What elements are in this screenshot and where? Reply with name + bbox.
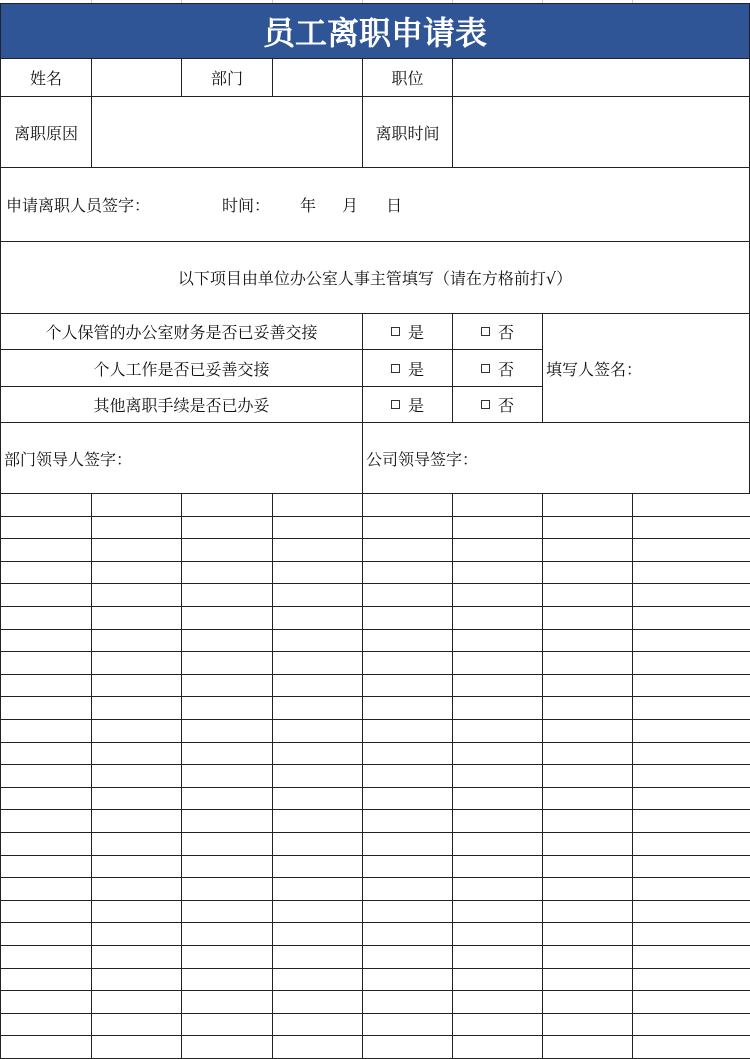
grid-cell[interactable] xyxy=(0,832,92,856)
grid-cell[interactable] xyxy=(272,538,363,562)
grid-cell[interactable] xyxy=(362,945,453,969)
grid-cell[interactable] xyxy=(632,968,750,992)
grid-cell[interactable] xyxy=(632,809,750,833)
name-label: 姓名 xyxy=(0,58,92,97)
grid-cell[interactable] xyxy=(452,742,543,766)
grid-cell[interactable] xyxy=(452,606,543,630)
grid-cell[interactable] xyxy=(632,855,750,879)
grid-cell[interactable] xyxy=(452,877,543,901)
grid-cell[interactable] xyxy=(91,945,182,969)
grid-cell[interactable] xyxy=(91,900,182,924)
grid-cell[interactable] xyxy=(181,1013,273,1037)
grid-cell[interactable] xyxy=(0,742,92,766)
grid-cell[interactable] xyxy=(452,696,543,720)
grid-cell[interactable] xyxy=(181,787,273,811)
grid-cell[interactable] xyxy=(542,922,633,946)
grid-cell[interactable] xyxy=(91,877,182,901)
grid-cell[interactable] xyxy=(362,787,453,811)
grid-cell[interactable] xyxy=(272,742,363,766)
name-field[interactable] xyxy=(91,58,182,97)
grid-cell[interactable] xyxy=(272,922,363,946)
grid-cell[interactable] xyxy=(542,968,633,992)
grid-cell[interactable] xyxy=(91,990,182,1014)
grid-cell[interactable] xyxy=(0,516,92,540)
grid-cell[interactable] xyxy=(542,1013,633,1037)
grid-cell[interactable] xyxy=(362,832,453,856)
grid-cell[interactable] xyxy=(452,561,543,585)
grid-cell[interactable] xyxy=(632,945,750,969)
grid-cell[interactable] xyxy=(272,561,363,585)
yes-option[interactable] xyxy=(362,386,453,423)
grid-cell[interactable] xyxy=(91,922,182,946)
grid-cell[interactable] xyxy=(181,764,273,788)
grid-cell[interactable] xyxy=(272,1035,363,1059)
grid-cell[interactable] xyxy=(452,900,543,924)
grid-cell[interactable] xyxy=(181,900,273,924)
yes-option[interactable] xyxy=(362,349,453,387)
no-option[interactable] xyxy=(452,349,543,387)
no-label: 否 xyxy=(497,396,514,415)
grid-cell[interactable] xyxy=(181,516,273,540)
grid-cell[interactable] xyxy=(91,1035,182,1059)
grid-cell[interactable] xyxy=(272,696,363,720)
grid-cell[interactable] xyxy=(181,742,273,766)
grid-cell[interactable] xyxy=(452,493,543,517)
grid-cell[interactable] xyxy=(362,900,453,924)
leave-time-label: 离职时间 xyxy=(362,96,453,168)
reason-field[interactable] xyxy=(91,96,363,168)
grid-cell[interactable] xyxy=(542,583,633,607)
grid-cell[interactable] xyxy=(272,764,363,788)
grid-cell[interactable] xyxy=(272,877,363,901)
grid-cell[interactable] xyxy=(181,1035,273,1059)
grid-cell[interactable] xyxy=(272,1013,363,1037)
grid-cell[interactable] xyxy=(542,629,633,653)
grid-cell[interactable] xyxy=(632,787,750,811)
grid-cell[interactable] xyxy=(542,719,633,743)
grid-cell[interactable] xyxy=(91,764,182,788)
grid-cell[interactable] xyxy=(632,516,750,540)
company-leader-label: 公司领导签字： xyxy=(366,449,479,469)
grid-cell[interactable] xyxy=(0,900,92,924)
grid-cell[interactable] xyxy=(91,516,182,540)
grid-cell[interactable] xyxy=(91,742,182,766)
grid-cell[interactable] xyxy=(362,583,453,607)
grid-cell[interactable] xyxy=(272,968,363,992)
checkbox-icon[interactable] xyxy=(391,364,400,373)
grid-cell[interactable] xyxy=(272,787,363,811)
checkbox-icon[interactable] xyxy=(481,400,490,409)
grid-cell[interactable] xyxy=(272,900,363,924)
grid-cell[interactable] xyxy=(632,629,750,653)
grid-cell[interactable] xyxy=(452,583,543,607)
grid-cell[interactable] xyxy=(181,832,273,856)
grid-cell[interactable] xyxy=(632,877,750,901)
grid-cell[interactable] xyxy=(632,764,750,788)
checkbox-icon[interactable] xyxy=(391,327,400,336)
grid-cell[interactable] xyxy=(91,787,182,811)
no-option[interactable] xyxy=(452,386,543,423)
grid-cell[interactable] xyxy=(0,877,92,901)
grid-cell[interactable] xyxy=(181,968,273,992)
grid-cell[interactable] xyxy=(542,493,633,517)
grid-cell[interactable] xyxy=(91,538,182,562)
department-field[interactable] xyxy=(272,58,363,97)
grid-cell[interactable] xyxy=(452,990,543,1014)
grid-cell[interactable] xyxy=(272,606,363,630)
grid-cell[interactable] xyxy=(91,719,182,743)
grid-cell[interactable] xyxy=(181,583,273,607)
grid-cell[interactable] xyxy=(452,787,543,811)
grid-cell[interactable] xyxy=(542,945,633,969)
grid-cell[interactable] xyxy=(91,561,182,585)
grid-cell[interactable] xyxy=(91,968,182,992)
grid-cell[interactable] xyxy=(452,968,543,992)
grid-cell[interactable] xyxy=(91,855,182,879)
grid-cell[interactable] xyxy=(632,696,750,720)
grid-cell[interactable] xyxy=(181,719,273,743)
grid-cell[interactable] xyxy=(362,1013,453,1037)
grid-cell[interactable] xyxy=(181,809,273,833)
grid-cell[interactable] xyxy=(542,696,633,720)
grid-cell[interactable] xyxy=(0,629,92,653)
grid-cell[interactable] xyxy=(181,877,273,901)
grid-cell[interactable] xyxy=(452,674,543,698)
grid-cell[interactable] xyxy=(362,493,453,517)
grid-cell[interactable] xyxy=(91,651,182,675)
grid-cell[interactable] xyxy=(272,990,363,1014)
grid-cell[interactable] xyxy=(542,561,633,585)
grid-cell[interactable] xyxy=(272,583,363,607)
grid-cell[interactable] xyxy=(632,1035,750,1059)
dept-leader-label: 部门领导人签字： xyxy=(4,449,133,469)
grid-cell[interactable] xyxy=(91,583,182,607)
grid-cell[interactable] xyxy=(542,538,633,562)
date-label: 时间： xyxy=(222,196,271,215)
grid-cell[interactable] xyxy=(542,877,633,901)
grid-cell[interactable] xyxy=(181,990,273,1014)
grid-cell[interactable] xyxy=(272,629,363,653)
grid-cell[interactable] xyxy=(181,651,273,675)
grid-cell[interactable] xyxy=(452,719,543,743)
grid-cell[interactable] xyxy=(362,696,453,720)
grid-cell[interactable] xyxy=(362,922,453,946)
grid-cell[interactable] xyxy=(272,651,363,675)
grid-cell[interactable] xyxy=(632,900,750,924)
grid-cell[interactable] xyxy=(362,764,453,788)
grid-cell[interactable] xyxy=(632,719,750,743)
grid-cell[interactable] xyxy=(181,696,273,720)
grid-cell[interactable] xyxy=(542,606,633,630)
grid-cell[interactable] xyxy=(542,742,633,766)
grid-cell[interactable] xyxy=(0,945,92,969)
position-label: 职位 xyxy=(362,58,453,97)
grid-cell[interactable] xyxy=(542,674,633,698)
grid-cell[interactable] xyxy=(632,674,750,698)
month-label: 月 xyxy=(342,196,359,215)
grid-cell[interactable] xyxy=(0,764,92,788)
position-field[interactable] xyxy=(452,58,750,97)
grid-cell[interactable] xyxy=(272,945,363,969)
grid-cell[interactable] xyxy=(181,674,273,698)
grid-cell[interactable] xyxy=(362,651,453,675)
grid-cell[interactable] xyxy=(181,561,273,585)
grid-cell[interactable] xyxy=(0,719,92,743)
grid-cell[interactable] xyxy=(632,651,750,675)
grid-cell[interactable] xyxy=(272,855,363,879)
grid-cell[interactable] xyxy=(91,629,182,653)
grid-cell[interactable] xyxy=(362,742,453,766)
yes-option[interactable] xyxy=(362,313,453,350)
grid-cell[interactable] xyxy=(542,832,633,856)
day-label: 日 xyxy=(386,196,403,215)
grid-cell[interactable] xyxy=(542,855,633,879)
grid-cell[interactable] xyxy=(542,516,633,540)
grid-cell[interactable] xyxy=(632,606,750,630)
grid-cell[interactable] xyxy=(362,516,453,540)
grid-cell[interactable] xyxy=(272,832,363,856)
grid-cell[interactable] xyxy=(91,696,182,720)
checklist-item: 其他离职手续是否已办妥 xyxy=(0,386,363,423)
grid-cell[interactable] xyxy=(452,855,543,879)
grid-cell[interactable] xyxy=(362,809,453,833)
grid-cell[interactable] xyxy=(0,1013,92,1037)
grid-cell[interactable] xyxy=(181,493,273,517)
grid-cell[interactable] xyxy=(0,538,92,562)
grid-cell[interactable] xyxy=(0,606,92,630)
grid-cell[interactable] xyxy=(542,1035,633,1059)
grid-cell[interactable] xyxy=(0,855,92,879)
grid-cell[interactable] xyxy=(452,945,543,969)
grid-cell[interactable] xyxy=(452,538,543,562)
grid-cell[interactable] xyxy=(0,922,92,946)
filler-signature-cell[interactable] xyxy=(542,313,750,423)
grid-cell[interactable] xyxy=(0,696,92,720)
grid-cell[interactable] xyxy=(91,1013,182,1037)
no-label: 否 xyxy=(497,359,514,379)
grid-cell[interactable] xyxy=(542,764,633,788)
grid-cell[interactable] xyxy=(452,832,543,856)
applicant-signature-row[interactable] xyxy=(0,167,750,242)
grid-cell[interactable] xyxy=(362,877,453,901)
grid-cell[interactable] xyxy=(91,606,182,630)
dept-leader-signature-cell[interactable] xyxy=(0,422,363,494)
reason-label: 离职原因 xyxy=(0,96,92,168)
grid-cell[interactable] xyxy=(452,1013,543,1037)
grid-cell[interactable] xyxy=(272,809,363,833)
grid-cell[interactable] xyxy=(272,674,363,698)
grid-cell[interactable] xyxy=(362,674,453,698)
grid-cell[interactable] xyxy=(181,606,273,630)
hr-note: 以下项目由单位办公室人事主管填写（请在方格前打√） xyxy=(0,241,750,314)
grid-cell[interactable] xyxy=(632,1013,750,1037)
grid-cell[interactable] xyxy=(272,493,363,517)
grid-cell[interactable] xyxy=(452,764,543,788)
form-title: 员工离职申请表 xyxy=(0,3,750,59)
leave-time-field[interactable] xyxy=(452,96,750,168)
yes-label: 是 xyxy=(407,396,424,415)
grid-cell[interactable] xyxy=(181,538,273,562)
checkbox-icon[interactable] xyxy=(481,364,490,373)
grid-cell[interactable] xyxy=(272,516,363,540)
grid-cell[interactable] xyxy=(632,561,750,585)
department-label: 部门 xyxy=(181,58,273,97)
grid-cell[interactable] xyxy=(362,968,453,992)
grid-cell[interactable] xyxy=(632,922,750,946)
grid-cell[interactable] xyxy=(632,538,750,562)
grid-cell[interactable] xyxy=(181,629,273,653)
grid-cell[interactable] xyxy=(91,674,182,698)
grid-cell[interactable] xyxy=(632,742,750,766)
year-label: 年 xyxy=(300,196,317,215)
grid-cell[interactable] xyxy=(542,900,633,924)
yes-label: 是 xyxy=(407,359,424,379)
grid-cell[interactable] xyxy=(362,990,453,1014)
checkbox-icon[interactable] xyxy=(481,327,490,336)
checkbox-icon[interactable] xyxy=(391,400,400,409)
grid-cell[interactable] xyxy=(0,968,92,992)
grid-cell[interactable] xyxy=(91,809,182,833)
yes-label: 是 xyxy=(407,323,424,342)
grid-cell[interactable] xyxy=(181,855,273,879)
grid-cell[interactable] xyxy=(542,787,633,811)
grid-cell[interactable] xyxy=(181,945,273,969)
grid-cell[interactable] xyxy=(0,583,92,607)
grid-cell[interactable] xyxy=(91,493,182,517)
grid-cell[interactable] xyxy=(0,493,92,517)
grid-cell[interactable] xyxy=(362,629,453,653)
applicant-signature-label: 申请离职人员签字： xyxy=(6,196,151,215)
grid-cell[interactable] xyxy=(0,561,92,585)
grid-cell[interactable] xyxy=(0,787,92,811)
no-option[interactable] xyxy=(452,313,543,350)
grid-cell[interactable] xyxy=(181,922,273,946)
grid-cell[interactable] xyxy=(362,719,453,743)
grid-cell[interactable] xyxy=(0,1035,92,1059)
grid-cell[interactable] xyxy=(362,1035,453,1059)
grid-cell[interactable] xyxy=(452,516,543,540)
grid-cell[interactable] xyxy=(0,674,92,698)
filler-signature-label: 填写人签名： xyxy=(546,359,643,379)
grid-cell[interactable] xyxy=(452,1035,543,1059)
grid-cell[interactable] xyxy=(362,561,453,585)
grid-cell[interactable] xyxy=(452,809,543,833)
grid-cell[interactable] xyxy=(632,583,750,607)
grid-cell[interactable] xyxy=(542,651,633,675)
grid-cell[interactable] xyxy=(542,990,633,1014)
grid-cell[interactable] xyxy=(0,990,92,1014)
checklist-item: 个人保管的办公室财务是否已妥善交接 xyxy=(0,313,363,350)
grid-cell[interactable] xyxy=(272,719,363,743)
grid-cell[interactable] xyxy=(632,832,750,856)
grid-cell[interactable] xyxy=(542,809,633,833)
grid-cell[interactable] xyxy=(452,629,543,653)
grid-cell[interactable] xyxy=(362,538,453,562)
grid-cell[interactable] xyxy=(452,651,543,675)
grid-cell[interactable] xyxy=(452,922,543,946)
grid-cell[interactable] xyxy=(362,606,453,630)
checklist-item: 个人工作是否已妥善交接 xyxy=(0,349,363,387)
grid-cell[interactable] xyxy=(0,809,92,833)
grid-cell[interactable] xyxy=(0,651,92,675)
grid-cell[interactable] xyxy=(632,990,750,1014)
grid-cell[interactable] xyxy=(362,855,453,879)
company-leader-signature-cell[interactable] xyxy=(362,422,750,494)
grid-cell[interactable] xyxy=(632,493,750,517)
no-label: 否 xyxy=(497,323,514,342)
grid-cell[interactable] xyxy=(91,832,182,856)
